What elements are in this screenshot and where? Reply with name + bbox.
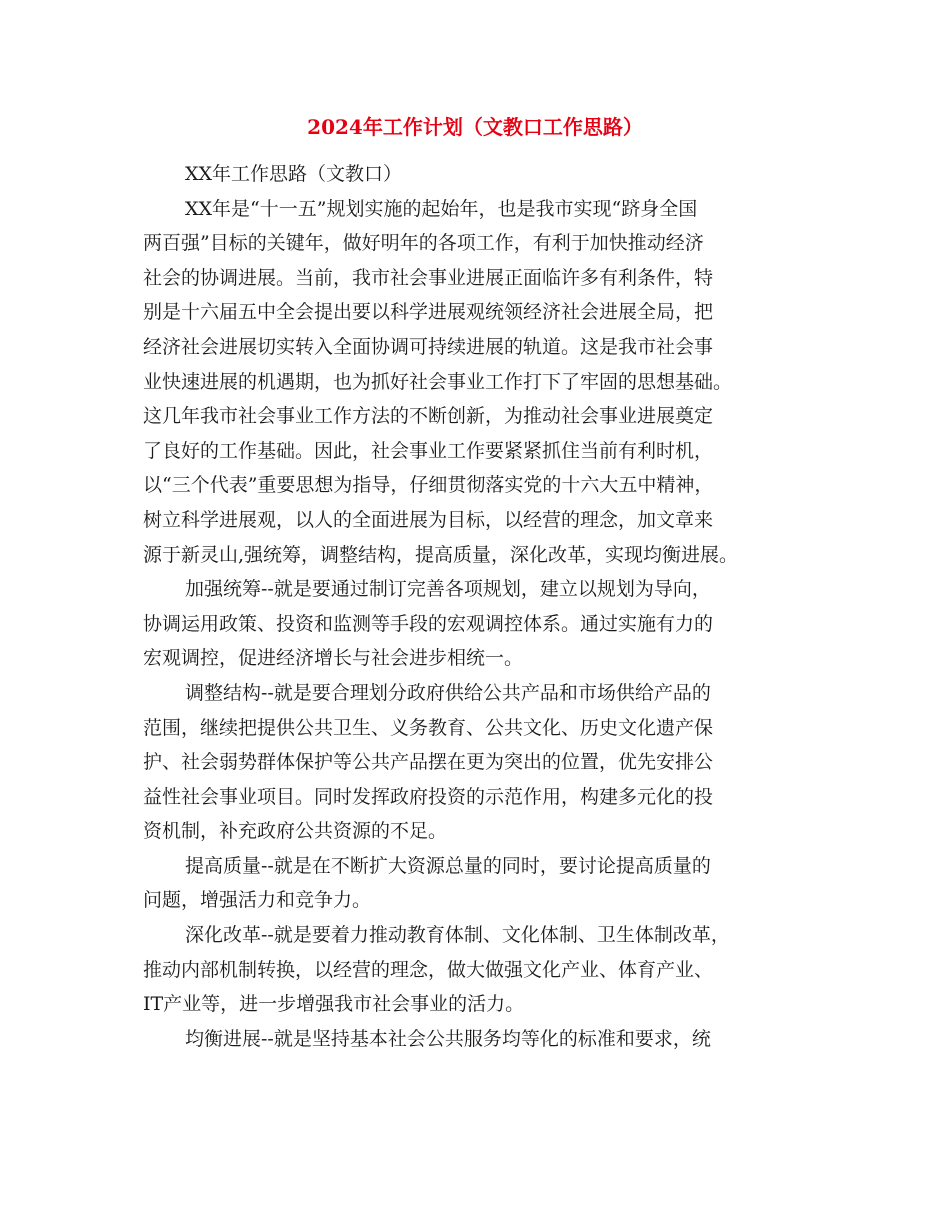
text-line: 深化改革--就是要着力推动教育体制、文化体制、卫生体制改革，	[185, 924, 730, 947]
text-line: 调整结构--就是要合理划分政府供给公共产品和市场供给产品的	[185, 681, 711, 704]
text-line: 这几年我市社会事业工作方法的不断创新，为推动社会事业进展奠定	[143, 405, 714, 428]
text-line: 资机制，补充政府公共资源的不足。	[143, 820, 448, 843]
text-line: 别是十六届五中全会提出要以科学进展观统领经济社会进展全局，把	[143, 301, 714, 324]
text-line: 加强统筹--就是要通过制订完善各项规划，建立以规划为导向，	[185, 578, 711, 601]
text-line: 推动内部机制转换，以经营的理念，做大做强文化产业、体育产业、	[143, 958, 714, 981]
text-line: IT产业等，进一步增强我市社会事业的活力。	[143, 993, 525, 1016]
text-line: 范围，继续把提供公共卫生、义务教育、公共文化、历史文化遗产保	[143, 716, 714, 739]
text-line: 两百强”目标的关键年，做好明年的各项工作，有利于加快推动经济	[143, 232, 704, 255]
text-line: 协调运用政策、投资和监测等手段的宏观调控体系。通过实施有力的	[143, 612, 714, 635]
text-line: 源于新灵山,强统筹，调整结构，提高质量，深化改革，实现均衡进展。	[143, 543, 739, 566]
text-line: 提高质量--就是在不断扩大资源总量的同时，要讨论提高质量的	[185, 854, 711, 877]
document-body	[143, 157, 823, 1056]
text-line: 护、社会弱势群体保护等公共产品摆在更为突出的位置，优先安排公	[143, 751, 714, 774]
text-line: 业快速进展的机遇期，也为抓好社会事业工作打下了牢固的思想基础。	[143, 370, 733, 393]
text-line: 均衡进展--就是坚持基本社会公共服务均等化的标准和要求，统	[185, 1027, 711, 1050]
text-line: 益性社会事业项目。同时发挥政府投资的示范作用，构建多元化的投	[143, 785, 714, 808]
text-line: 宏观调控，促进经济增长与社会进步相统一。	[143, 647, 524, 670]
text-line: 问题，增强活力和竞争力。	[143, 889, 372, 912]
text-line: 经济社会进展切实转入全面协调可持续进展的轨道。这是我市社会事	[143, 335, 714, 358]
document-title: 2024年工作计划（文教口工作思路）	[307, 115, 643, 139]
text-line: 社会的协调进展。当前，我市社会事业进展正面临许多有利条件，特	[143, 266, 714, 289]
text-line: XX年工作思路（文教口）	[185, 163, 403, 185]
text-line: 树立科学进展观，以人的全面进展为目标，以经营的理念，加文章来	[143, 508, 714, 531]
text-line: 以“三个代表”重要思想为指导，仔细贯彻落实党的十六大五中精神，	[143, 474, 714, 497]
text-line: XX年是“十一五”规划实施的起始年，也是我市实现“跻身全国	[185, 197, 698, 220]
text-line: 了良好的工作基础。因此，社会事业工作要紧紧抓住当前有利时机，	[143, 439, 714, 462]
